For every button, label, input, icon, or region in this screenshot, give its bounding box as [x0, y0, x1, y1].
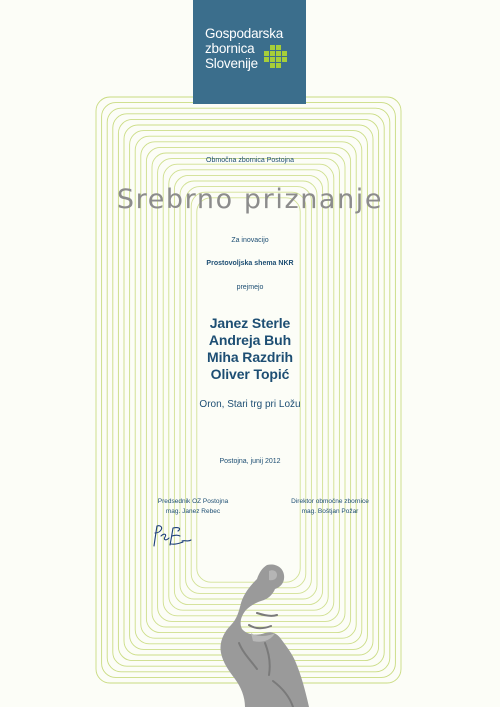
innovation-name: Prostovoljska shema NKR	[206, 260, 294, 267]
signatory-role: Direktor območne zbornice	[291, 498, 369, 505]
place-and-date: Postojna, junij 2012	[219, 458, 281, 465]
recipient-list	[0, 315, 500, 383]
for-innovation-label: Za inovacijo	[231, 237, 269, 244]
logo-grid-icon	[264, 45, 288, 69]
frame-line	[197, 198, 300, 582]
logo-line: Gospodarska	[205, 26, 284, 41]
frame-line	[158, 159, 340, 622]
issuing-chamber: Območna zbornica Postojna	[206, 157, 294, 164]
signatory-name: mag. Janez Rebec	[165, 508, 221, 515]
recipient-name: Oliver Topić	[210, 366, 290, 382]
logo-line: Slovenije	[205, 56, 258, 71]
signatory-name: mag. Boštjan Požar	[301, 508, 359, 515]
award-title: Srebrno priznanje	[116, 184, 384, 215]
thinker-statue-image	[211, 563, 313, 707]
frame-line	[152, 153, 345, 627]
recipient-name: Janez Sterle	[209, 315, 291, 331]
recipient-name: Andreja Buh	[208, 332, 292, 348]
right-signatory	[250, 497, 410, 517]
left-signatory	[113, 497, 273, 517]
frame-line	[186, 187, 312, 594]
frame-line	[191, 192, 306, 588]
signatory-role: Predsednik OZ Postojna	[157, 498, 229, 505]
chamber-logo	[193, 0, 306, 104]
received-label: prejmejo	[236, 284, 264, 291]
frame-line	[163, 164, 334, 616]
frame-line	[146, 147, 350, 632]
company-name: Oron, Stari trg pri Ložu	[199, 399, 301, 410]
handwritten-signature	[151, 522, 195, 548]
recipient-name: Miha Razdrih	[207, 349, 293, 365]
logo-line: zbornica	[205, 41, 255, 56]
